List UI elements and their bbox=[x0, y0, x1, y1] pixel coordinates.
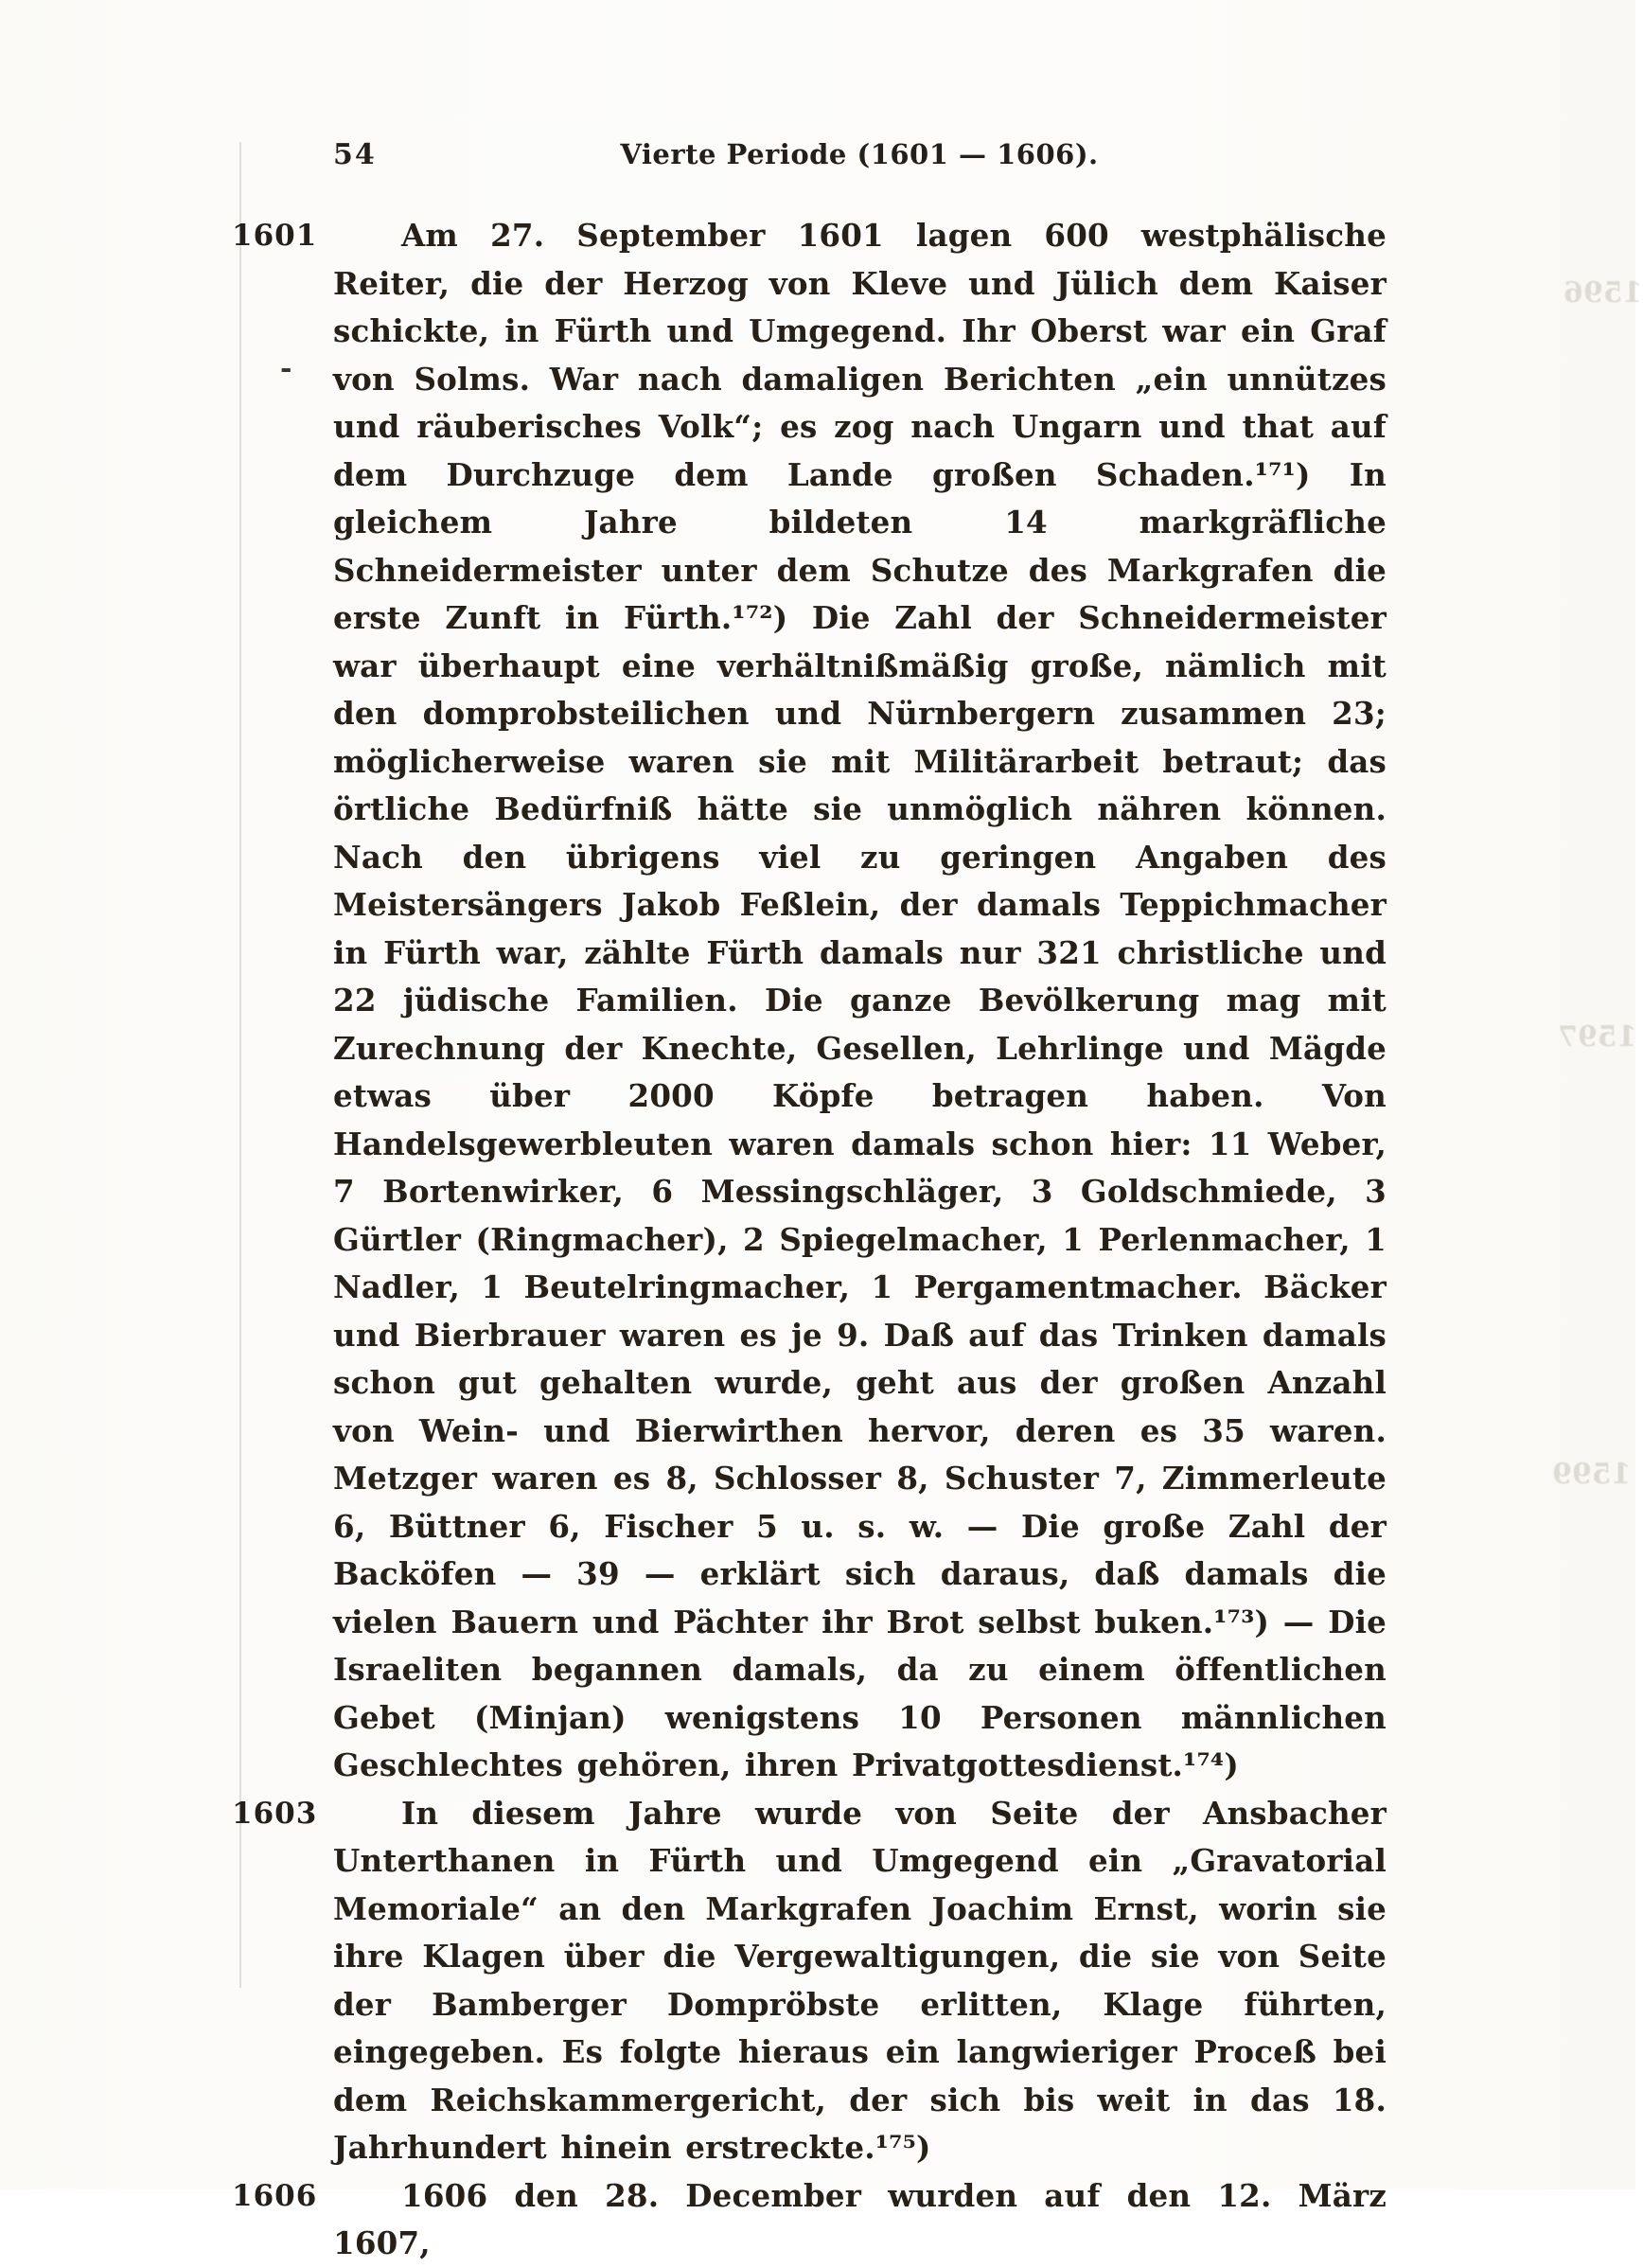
margin-year-1603: 1603 bbox=[232, 1796, 318, 1831]
paragraph-row-1601 bbox=[232, 212, 1387, 1790]
chapter-header-title: Vierte Periode (1601 — 1606). bbox=[620, 138, 1099, 170]
showthrough-year-1596: 1596 bbox=[1564, 276, 1643, 310]
margin-year-1606: 1606 bbox=[232, 2178, 318, 2213]
paragraph-text-1601: Am 27. September 1601 lagen 600 westphälische Reiter, die der Herzog von Kleve und Jülich dem Kaiser schickte, in Fürth und Umgegend. Ihr Oberst war ein Graf von Solms. War nach damaligen Berichten „ein unnützes und räuberisches Volk“; es zog nach Ungarn und that auf dem Durchzuge dem Lande großen Schaden.¹⁷¹) In gleichem Jahre bildeten 14 markgräfliche Schneidermeister unter dem Schutze des Markgrafen die erste Zunft in Fürth.¹⁷²) Die Zahl der Schneidermeister war überhaupt eine verhältnißmäßig große, nämlich mit den domprobsteilichen und Nürnbergern zusammen 23; möglicherweise waren sie mit Militärarbeit betraut; das örtliche Bedürfniß hätte sie unmöglich nähren können. Nach den übrigens viel zu geringen Angaben des Meistersängers Jakob Feßlein, der damals Teppichmacher in Fürth war, zählte Fürth damals nur 321 christliche und 22 jüdische Familien. Die ganze Bevölkerung mag mit Zurechnung der Knechte, Gesellen, Lehrlinge und Mägde etwas über 2000 Köpfe betragen haben. Von Handelsgewerbleuten waren damals schon hier: 11 Weber, 7 Bortenwirker, 6 Messingschläger, 3 Goldschmiede, 3 Gürtler (Ringmacher), 2 Spiegelmacher, 1 Perlenmacher, 1 Nadler, 1 Beutelringmacher, 1 Pergamentmacher. Bäcker und Bierbrauer waren es je 9. Daß auf das Trinken damals schon gut gehalten wurde, geht aus der großen Anzahl von Wein- und Bierwirthen hervor, deren es 35 waren. Metzger waren es 8, Schlosser 8, Schuster 7, Zimmerleute 6, Büttner 6, Fischer 5 u. s. w. — Die große Zahl der Backöfen — 39 — erklärt sich daraus, daß damals die vielen Bauern und Pächter ihr Brot selbst buken.¹⁷³) — Die Israeliten begannen damals, da zu einem öffentlichen Gebet (Minjan) wenigstens 10 Personen männlichen Geschlechtes gehören, ihren Privatgottesdienst.¹⁷⁴) bbox=[333, 217, 1387, 1783]
showthrough-year-1599: 1599 bbox=[1552, 1458, 1632, 1491]
paragraph-text-1603: In diesem Jahre wurde von Seite der Ansbacher Unterthanen in Fürth und Umgegend ein „Gravatorial Memoriale“ an den Markgrafen Joachim Ernst, worin sie ihre Klagen über die Vergewaltigungen, die sie von Seite der Bamberger Dompröbste erlitten, Klage führten, eingegeben. Es folgte hieraus ein langwieriger Proceß bei dem Reichskammergericht, der sich bis weit in das 18. Jahrhundert hinein erstreckte.¹⁷⁵) bbox=[333, 1794, 1387, 2166]
margin-ink-mark: - bbox=[280, 352, 292, 385]
body-text-block bbox=[232, 212, 1387, 2268]
paragraph-row-1603 bbox=[232, 1790, 1387, 2172]
page-number: 54 bbox=[333, 138, 377, 171]
paragraph-row-1606 bbox=[232, 2172, 1387, 2268]
showthrough-year-1597: 1597 bbox=[1558, 1020, 1637, 1054]
running-header bbox=[333, 138, 1386, 180]
margin-year-1601: 1601 bbox=[232, 219, 318, 253]
paragraph-text-1606: 1606 den 28. December wurden auf den 12. März 1607, bbox=[333, 2176, 1387, 2261]
